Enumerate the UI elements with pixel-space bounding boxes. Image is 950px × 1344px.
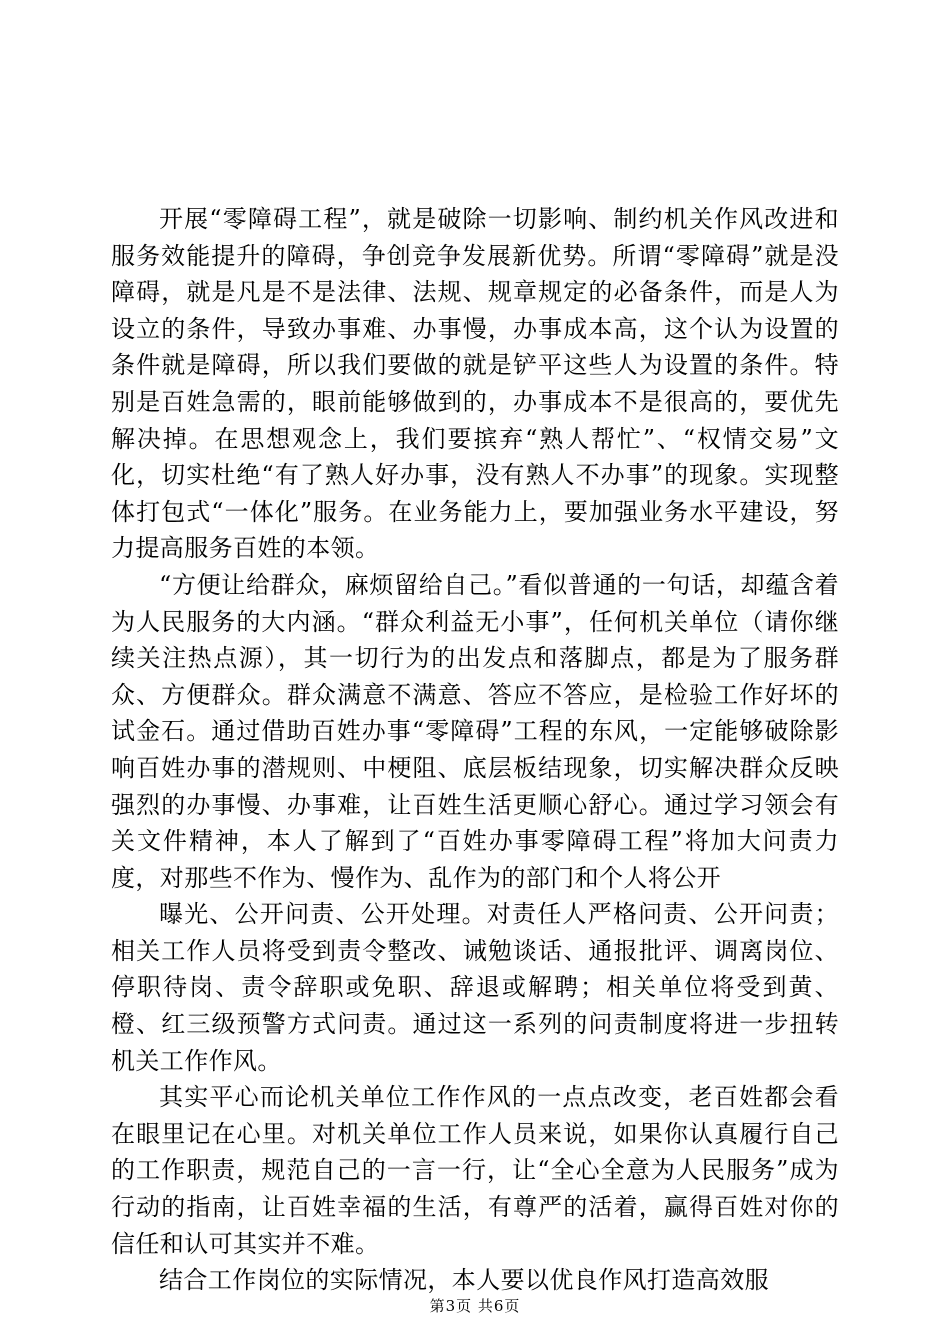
- body-text: [111, 201, 839, 1299]
- paragraph-3: 曝光、公开问责、公开处理。对责任人严格问责、公开问责；相关工作人员将受到责令整改、诫勉谈话、通报批评、调离岗位、停职待岗、责令辞职或免职、辞退或解聘；相关单位将受到黄、橙、红三级预警方式问责。通过这一系列的问责制度将进一步扭转机关工作作风。: [111, 900, 839, 1075]
- paragraph-2: “方便让给群众，麻烦留给自己。”看似普通的一句话，却蕴含着为人民服务的大内涵。“群众利益无小事”，任何机关单位（请你继续关注热点源），其一切行为的出发点和落脚点，都是为了服务群众、方便群众。群众满意不满意、答应不答应，是检验工作好坏的试金石。通过借助百姓办事“零障碍”工程的东风，一定能够破除影响百姓办事的潜规则、中梗阻、底层板结现象，切实解决群众反映强烈的办事慢、办事难，让百姓生活更顺心舒心。通过学习领会有关文件精神，本人了解到了“百姓办事零障碍工程”将加大问责力度，对那些不作为、慢作为、乱作为的部门和个人将公开: [111, 570, 839, 892]
- paragraph-4: 其实平心而论机关单位工作作风的一点点改变，老百姓都会看在眼里记在心里。对机关单位工作人员来说，如果你认真履行自己的工作职责，规范自己的一言一行，让“全心全意为人民服务”成为行动的指南，让百姓幸福的生活，有尊严的活着，赢得百姓对你的信任和认可其实并不难。: [111, 1083, 839, 1258]
- paragraph-1: 开展“零障碍工程”，就是破除一切影响、制约机关作风改进和服务效能提升的障碍，争创竞争发展新优势。所谓“零障碍”就是没障碍，就是凡是不是法律、法规、规章规定的必备条件，而是人为设立的条件，导致办事难、办事慢，办事成本高，这个认为设置的条件就是障碍，所以我们要做的就是铲平这些人为设置的条件。特别是百姓急需的，眼前能够做到的，办事成本不是很高的，要优先解决掉。在思想观念上，我们要摈弃“熟人帮忙”、“权情交易”文化，切实杜绝“有了熟人好办事，没有熟人不办事”的现象。实现整体打包式“一体化”服务。在业务能力上，要加强业务水平建设，努力提高服务百姓的本领。: [111, 205, 839, 563]
- page-number-footer: 第3页 共6页: [429, 1297, 521, 1315]
- paragraph-5: 结合工作岗位的实际情况，本人要以优良作风打造高效服: [159, 1266, 769, 1295]
